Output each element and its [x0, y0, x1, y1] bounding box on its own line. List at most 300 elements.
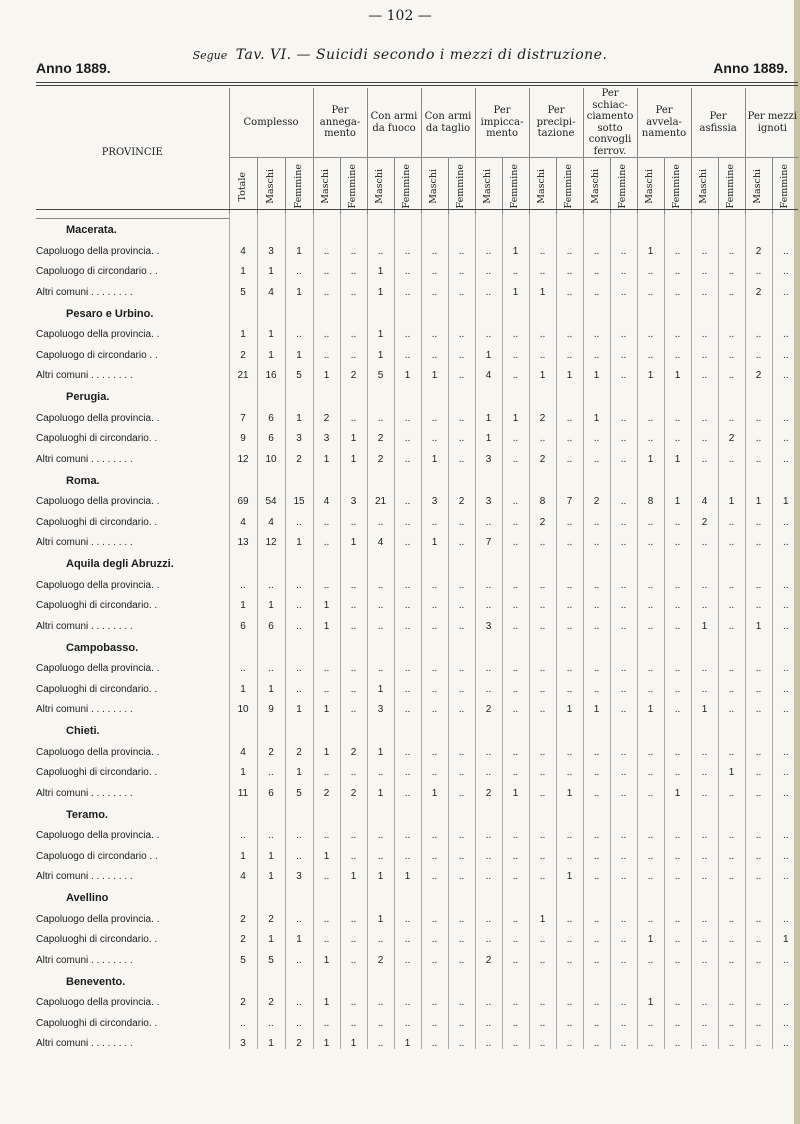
empty-cell — [448, 298, 475, 320]
value-cell: .. — [448, 507, 475, 528]
value-cell: 1 — [257, 841, 285, 862]
empty-cell — [257, 465, 285, 487]
table-row — [36, 611, 799, 632]
empty-cell — [718, 882, 745, 904]
value-cell: .. — [421, 862, 448, 883]
empty-cell — [421, 799, 448, 821]
table-row — [36, 862, 799, 883]
empty-cell — [745, 381, 772, 403]
value-cell: .. — [664, 654, 691, 675]
empty-cell — [718, 548, 745, 570]
value-cell: 1 — [340, 444, 367, 465]
value-cell: .. — [257, 758, 285, 779]
value-cell: .. — [502, 758, 529, 779]
value-cell: 10 — [257, 444, 285, 465]
value-cell: 2 — [745, 361, 772, 382]
empty-cell — [475, 381, 502, 403]
value-cell: .. — [556, 945, 583, 966]
value-cell: .. — [745, 674, 772, 695]
empty-cell — [664, 465, 691, 487]
empty-cell — [610, 882, 637, 904]
value-cell: .. — [664, 925, 691, 946]
group-header: Con armi da taglio — [421, 88, 475, 158]
value-cell: .. — [502, 862, 529, 883]
value-cell: .. — [529, 758, 556, 779]
value-cell: .. — [313, 528, 340, 549]
value-cell: .. — [475, 988, 502, 1009]
value-cell: .. — [257, 1008, 285, 1029]
value-cell: .. — [583, 674, 610, 695]
table-row — [36, 507, 799, 528]
value-cell: 1 — [772, 925, 799, 946]
value-cell: 1 — [637, 695, 664, 716]
total-cell: 4 — [229, 737, 257, 758]
value-cell: .. — [502, 424, 529, 445]
value-cell: .. — [610, 821, 637, 842]
section-title: Pesaro e Urbino. — [66, 307, 154, 320]
value-cell: .. — [448, 654, 475, 675]
value-cell: .. — [367, 1029, 394, 1050]
value-cell: 1 — [257, 674, 285, 695]
value-cell: 1 — [556, 361, 583, 382]
empty-cell — [664, 298, 691, 320]
value-cell: .. — [448, 674, 475, 695]
empty-cell — [664, 214, 691, 236]
value-cell: .. — [340, 340, 367, 361]
empty-cell — [691, 214, 718, 236]
value-cell: 1 — [313, 737, 340, 758]
value-cell: .. — [772, 444, 799, 465]
value-cell: .. — [421, 654, 448, 675]
empty-cell — [448, 882, 475, 904]
value-cell: .. — [718, 507, 745, 528]
empty-cell — [745, 882, 772, 904]
sub-header-maschi: Maschi — [536, 168, 548, 204]
empty-cell — [340, 381, 367, 403]
value-cell: .. — [718, 945, 745, 966]
sub-header-maschi: Maschi — [374, 168, 386, 204]
value-cell: .. — [421, 674, 448, 695]
value-cell: .. — [772, 988, 799, 1009]
sub-header-femmine: Femmine — [455, 164, 467, 209]
empty-cell — [745, 966, 772, 988]
value-cell: .. — [448, 611, 475, 632]
section-title: Benevento. — [66, 975, 126, 988]
value-cell: .. — [475, 507, 502, 528]
empty-cell — [229, 548, 257, 570]
value-cell: 5 — [367, 361, 394, 382]
value-cell: .. — [421, 277, 448, 298]
value-cell: .. — [448, 988, 475, 1009]
value-cell: .. — [664, 277, 691, 298]
value-cell: 3 — [475, 611, 502, 632]
value-cell: 1 — [745, 611, 772, 632]
section-title: Avellino — [66, 892, 109, 904]
value-cell: .. — [745, 1008, 772, 1029]
table-row — [36, 945, 799, 966]
value-cell: .. — [583, 507, 610, 528]
value-cell: .. — [556, 528, 583, 549]
empty-cell — [745, 298, 772, 320]
empty-cell — [772, 465, 799, 487]
value-cell: .. — [718, 340, 745, 361]
value-cell: .. — [772, 1029, 799, 1050]
value-cell: 4 — [257, 277, 285, 298]
empty-cell — [610, 632, 637, 654]
value-cell: .. — [718, 1029, 745, 1050]
value-cell: 3 — [367, 695, 394, 716]
total-cell: 2 — [229, 988, 257, 1009]
empty-cell — [745, 715, 772, 737]
value-cell: .. — [448, 403, 475, 424]
value-cell: .. — [529, 737, 556, 758]
value-cell: 2 — [745, 236, 772, 257]
value-cell: .. — [583, 444, 610, 465]
value-cell: .. — [772, 862, 799, 883]
value-cell: .. — [394, 340, 421, 361]
value-cell: .. — [718, 841, 745, 862]
value-cell: 1 — [475, 424, 502, 445]
row-label: Altri comuni . . . . . . . . — [36, 1038, 133, 1049]
value-cell: .. — [421, 904, 448, 925]
empty-cell — [637, 465, 664, 487]
value-cell: .. — [583, 1029, 610, 1050]
value-cell: .. — [340, 695, 367, 716]
group-header: Per impicca-mento — [475, 88, 529, 158]
value-cell: .. — [394, 591, 421, 612]
row-label: Capoluoghi di circondario. . — [36, 516, 158, 528]
value-cell: 1 — [340, 1029, 367, 1050]
value-cell: .. — [772, 507, 799, 528]
value-cell: .. — [421, 758, 448, 779]
value-cell: .. — [664, 862, 691, 883]
value-cell: .. — [691, 778, 718, 799]
empty-cell — [394, 381, 421, 403]
empty-cell — [610, 298, 637, 320]
value-cell: .. — [340, 570, 367, 591]
value-cell: .. — [691, 236, 718, 257]
value-cell: .. — [637, 1008, 664, 1029]
empty-cell — [313, 632, 340, 654]
table-row — [36, 257, 799, 278]
value-cell: .. — [257, 654, 285, 675]
value-cell: .. — [529, 988, 556, 1009]
total-cell: .. — [229, 821, 257, 842]
value-cell: .. — [313, 925, 340, 946]
value-cell: .. — [448, 1008, 475, 1029]
total-cell: 1 — [229, 841, 257, 862]
page-number: — 102 — — [368, 8, 432, 24]
value-cell: .. — [340, 1008, 367, 1029]
value-cell: .. — [718, 904, 745, 925]
value-cell: .. — [610, 570, 637, 591]
empty-cell — [475, 548, 502, 570]
empty-cell — [583, 298, 610, 320]
table-row — [36, 361, 799, 382]
value-cell: 1 — [664, 444, 691, 465]
table-row — [36, 841, 799, 862]
total-cell: 2 — [229, 904, 257, 925]
sub-header-maschi: Maschi — [428, 168, 440, 204]
value-cell: 6 — [257, 403, 285, 424]
row-label: Capoluogo della provincia. . — [36, 496, 160, 507]
value-cell: .. — [502, 841, 529, 862]
value-cell: 1 — [367, 904, 394, 925]
value-cell: .. — [421, 945, 448, 966]
value-cell: .. — [421, 988, 448, 1009]
value-cell: .. — [772, 945, 799, 966]
value-cell: .. — [664, 611, 691, 632]
value-cell: 2 — [340, 778, 367, 799]
value-cell: 2 — [257, 737, 285, 758]
value-cell: .. — [421, 570, 448, 591]
empty-cell — [529, 465, 556, 487]
empty-cell — [367, 548, 394, 570]
total-cell: 1 — [229, 320, 257, 341]
empty-cell — [475, 465, 502, 487]
empty-cell — [691, 799, 718, 821]
value-cell: 1 — [583, 403, 610, 424]
value-cell: .. — [610, 674, 637, 695]
value-cell: 4 — [313, 487, 340, 508]
value-cell: .. — [394, 821, 421, 842]
year-right: Anno 1889. — [713, 60, 788, 76]
value-cell: .. — [421, 925, 448, 946]
value-cell: .. — [285, 945, 313, 966]
provincie-header: PROVINCIE — [36, 88, 229, 218]
value-cell: .. — [448, 257, 475, 278]
value-cell: .. — [313, 277, 340, 298]
value-cell: 1 — [664, 778, 691, 799]
empty-cell — [772, 966, 799, 988]
empty-cell — [637, 548, 664, 570]
empty-cell — [556, 632, 583, 654]
value-cell: .. — [257, 570, 285, 591]
value-cell: .. — [448, 277, 475, 298]
value-cell: .. — [367, 821, 394, 842]
value-cell: .. — [772, 340, 799, 361]
value-cell: .. — [745, 257, 772, 278]
value-cell: 1 — [285, 236, 313, 257]
value-cell: .. — [745, 320, 772, 341]
value-cell: 1 — [313, 945, 340, 966]
empty-cell — [610, 715, 637, 737]
value-cell: 1 — [502, 778, 529, 799]
value-cell: .. — [637, 904, 664, 925]
segue-label: Segue — [192, 49, 228, 62]
value-cell: .. — [529, 340, 556, 361]
value-cell: .. — [340, 821, 367, 842]
value-cell: 54 — [257, 487, 285, 508]
group-header: Per precipi-tazione — [529, 88, 583, 158]
value-cell: .. — [583, 424, 610, 445]
value-cell: .. — [610, 507, 637, 528]
value-cell: 1 — [257, 591, 285, 612]
value-cell: .. — [421, 340, 448, 361]
total-cell: 4 — [229, 507, 257, 528]
value-cell: .. — [556, 611, 583, 632]
empty-cell — [637, 882, 664, 904]
empty-cell — [745, 799, 772, 821]
value-cell: .. — [691, 424, 718, 445]
table-row — [36, 340, 799, 361]
value-cell: 12 — [257, 528, 285, 549]
value-cell: .. — [421, 320, 448, 341]
value-cell: 2 — [529, 507, 556, 528]
value-cell: .. — [394, 403, 421, 424]
value-cell: .. — [340, 403, 367, 424]
value-cell: 1 — [664, 487, 691, 508]
empty-cell — [556, 465, 583, 487]
value-cell: .. — [475, 257, 502, 278]
empty-cell — [691, 882, 718, 904]
value-cell: .. — [610, 695, 637, 716]
empty-cell — [285, 214, 313, 236]
empty-cell — [772, 298, 799, 320]
section-title: Aquila degli Abruzzi. — [66, 558, 174, 570]
value-cell: .. — [529, 841, 556, 862]
row-label: Capoluoghi di circondario. . — [36, 433, 158, 444]
value-cell: .. — [448, 904, 475, 925]
empty-cell — [502, 298, 529, 320]
empty-cell — [421, 381, 448, 403]
sub-header-femmine: Femmine — [292, 164, 304, 209]
value-cell: .. — [475, 654, 502, 675]
empty-cell — [313, 966, 340, 988]
value-cell: .. — [718, 862, 745, 883]
empty-cell — [448, 715, 475, 737]
value-cell: .. — [475, 758, 502, 779]
group-header: Per mezzi ignoti — [745, 88, 799, 158]
value-cell: .. — [772, 904, 799, 925]
value-cell: 1 — [367, 277, 394, 298]
empty-cell — [340, 548, 367, 570]
value-cell: 2 — [529, 403, 556, 424]
empty-cell — [529, 882, 556, 904]
value-cell: .. — [664, 1008, 691, 1029]
empty-cell — [257, 882, 285, 904]
empty-cell — [367, 966, 394, 988]
value-cell: .. — [421, 841, 448, 862]
value-cell: .. — [610, 841, 637, 862]
value-cell: .. — [529, 862, 556, 883]
value-cell: .. — [610, 925, 637, 946]
sub-header-femmine: Femmine — [347, 164, 359, 209]
value-cell: .. — [583, 257, 610, 278]
value-cell: .. — [394, 611, 421, 632]
sub-header-maschi: Maschi — [590, 168, 602, 204]
empty-cell — [229, 465, 257, 487]
empty-cell — [664, 715, 691, 737]
value-cell: .. — [340, 236, 367, 257]
value-cell: .. — [340, 988, 367, 1009]
empty-cell — [529, 632, 556, 654]
value-cell: .. — [340, 674, 367, 695]
value-cell: .. — [637, 257, 664, 278]
value-cell: .. — [475, 236, 502, 257]
value-cell: .. — [502, 528, 529, 549]
sub-header-maschi: Maschi — [320, 168, 332, 204]
table-row — [36, 925, 799, 946]
value-cell: .. — [637, 570, 664, 591]
value-cell: .. — [745, 758, 772, 779]
value-cell: 2 — [448, 487, 475, 508]
total-cell: 3 — [229, 1029, 257, 1050]
empty-cell — [664, 381, 691, 403]
value-cell: .. — [394, 277, 421, 298]
value-cell: .. — [529, 528, 556, 549]
value-cell: 3 — [285, 424, 313, 445]
value-cell: .. — [448, 1029, 475, 1050]
value-cell: .. — [313, 1008, 340, 1029]
value-cell: .. — [475, 277, 502, 298]
value-cell: .. — [313, 654, 340, 675]
table-row — [36, 737, 799, 758]
row-label: Altri comuni . . . . . . . . — [36, 453, 133, 465]
empty-cell — [421, 966, 448, 988]
value-cell: .. — [313, 674, 340, 695]
value-cell: .. — [529, 674, 556, 695]
value-cell: .. — [367, 570, 394, 591]
value-cell: .. — [637, 340, 664, 361]
value-cell: 1 — [529, 361, 556, 382]
value-cell: .. — [502, 674, 529, 695]
value-cell: .. — [394, 1008, 421, 1029]
empty-cell — [772, 799, 799, 821]
value-cell: .. — [529, 236, 556, 257]
section-row — [36, 298, 799, 320]
value-cell: .. — [475, 674, 502, 695]
table-row — [36, 236, 799, 257]
value-cell: .. — [475, 737, 502, 758]
empty-cell — [610, 381, 637, 403]
value-cell: .. — [691, 361, 718, 382]
value-cell: .. — [772, 695, 799, 716]
total-cell: 7 — [229, 403, 257, 424]
section-title: Macerata. — [66, 224, 117, 236]
value-cell: .. — [502, 1008, 529, 1029]
empty-cell — [502, 214, 529, 236]
value-cell: .. — [502, 257, 529, 278]
value-cell: .. — [502, 444, 529, 465]
value-cell: .. — [745, 945, 772, 966]
value-cell: 1 — [367, 737, 394, 758]
empty-cell — [421, 214, 448, 236]
section-row — [36, 381, 799, 403]
value-cell: .. — [583, 1008, 610, 1029]
value-cell: .. — [772, 674, 799, 695]
value-cell: .. — [556, 925, 583, 946]
value-cell: .. — [529, 320, 556, 341]
value-cell: .. — [691, 945, 718, 966]
value-cell: .. — [556, 320, 583, 341]
value-cell: .. — [691, 257, 718, 278]
group-header: Complesso — [229, 88, 313, 158]
value-cell: .. — [394, 758, 421, 779]
empty-cell — [367, 799, 394, 821]
empty-cell — [502, 966, 529, 988]
value-cell: .. — [502, 340, 529, 361]
top-rule-2 — [36, 85, 798, 86]
table-row — [36, 778, 799, 799]
value-cell: .. — [664, 758, 691, 779]
value-cell: .. — [583, 945, 610, 966]
table-row — [36, 320, 799, 341]
empty-cell — [529, 715, 556, 737]
value-cell: .. — [367, 841, 394, 862]
value-cell: 1 — [502, 277, 529, 298]
empty-cell — [556, 298, 583, 320]
